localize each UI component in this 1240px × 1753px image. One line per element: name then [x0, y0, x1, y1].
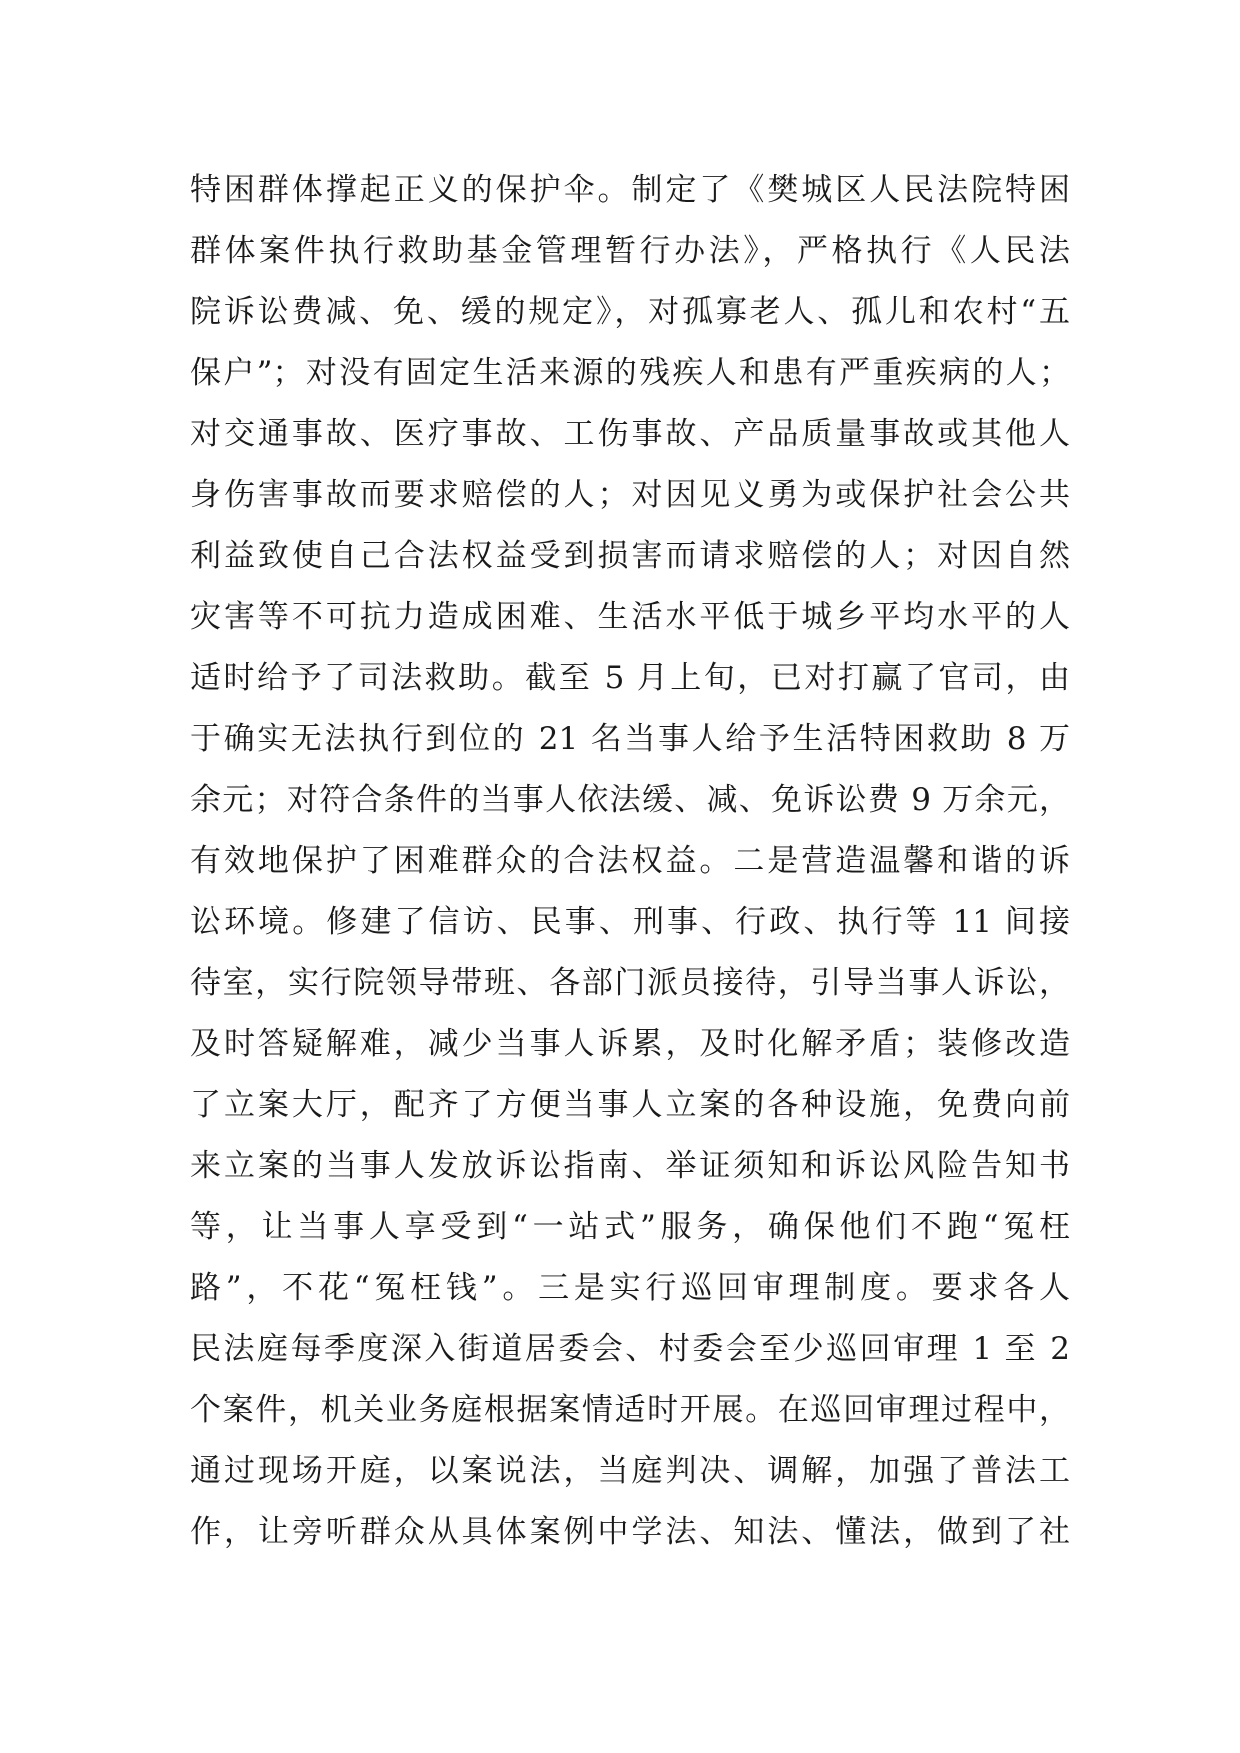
text-line: 灾害等不可抗力造成困难、生活水平低于城乡平均水平的人 — [190, 599, 1070, 635]
text-line: 待室，实行院领导带班、各部门派员接待，引导当事人诉讼， — [190, 965, 1070, 1001]
text-line: 等，让当事人享受到“一站式”服务，确保他们不跑“冤枉 — [190, 1209, 1070, 1245]
text-line: 了立案大厅，配齐了方便当事人立案的各种设施，免费向前 — [190, 1087, 1070, 1123]
text-line: 院诉讼费减、免、缓的规定》，对孤寡老人、孤儿和农村“五 — [190, 294, 1070, 330]
text-line: 利益致使自己合法权益受到损害而请求赔偿的人；对因自然 — [190, 538, 1070, 574]
text-line: 对交通事故、医疗事故、工伤事故、产品质量事故或其他人 — [190, 416, 1070, 452]
text-line: 及时答疑解难，减少当事人诉累，及时化解矛盾；装修改造 — [190, 1026, 1070, 1062]
text-line: 于确实无法执行到位的 21 名当事人给予生活特困救助 8 万 — [190, 721, 1070, 757]
text-line: 民法庭每季度深入街道居委会、村委会至少巡回审理 1 至 2 — [190, 1331, 1070, 1367]
text-line: 身伤害事故而要求赔偿的人；对因见义勇为或保护社会公共 — [190, 477, 1070, 513]
text-line: 特困群体撑起正义的保护伞。制定了《樊城区人民法院特困 — [190, 172, 1070, 208]
text-line: 适时给予了司法救助。截至 5 月上旬，已对打赢了官司，由 — [190, 660, 1070, 696]
text-line: 通过现场开庭，以案说法，当庭判决、调解，加强了普法工 — [190, 1453, 1070, 1489]
body-text — [190, 160, 1070, 1563]
text-line: 有效地保护了困难群众的合法权益。二是营造温馨和谐的诉 — [190, 843, 1070, 879]
text-line: 个案件，机关业务庭根据案情适时开展。在巡回审理过程中， — [190, 1392, 1070, 1428]
text-line: 作，让旁听群众从具体案例中学法、知法、懂法，做到了社 — [190, 1514, 1070, 1550]
text-line: 来立案的当事人发放诉讼指南、举证须知和诉讼风险告知书 — [190, 1148, 1070, 1184]
text-line: 群体案件执行救助基金管理暂行办法》，严格执行《人民法 — [190, 233, 1070, 269]
text-line: 保户”；对没有固定生活来源的残疾人和患有严重疾病的人； — [190, 355, 1070, 391]
text-line: 讼环境。修建了信访、民事、刑事、行政、执行等 11 间接 — [190, 904, 1070, 940]
text-line: 路”，不花“冤枉钱”。三是实行巡回审理制度。要求各人 — [190, 1270, 1070, 1306]
text-line: 余元；对符合条件的当事人依法缓、减、免诉讼费 9 万余元， — [190, 782, 1070, 818]
